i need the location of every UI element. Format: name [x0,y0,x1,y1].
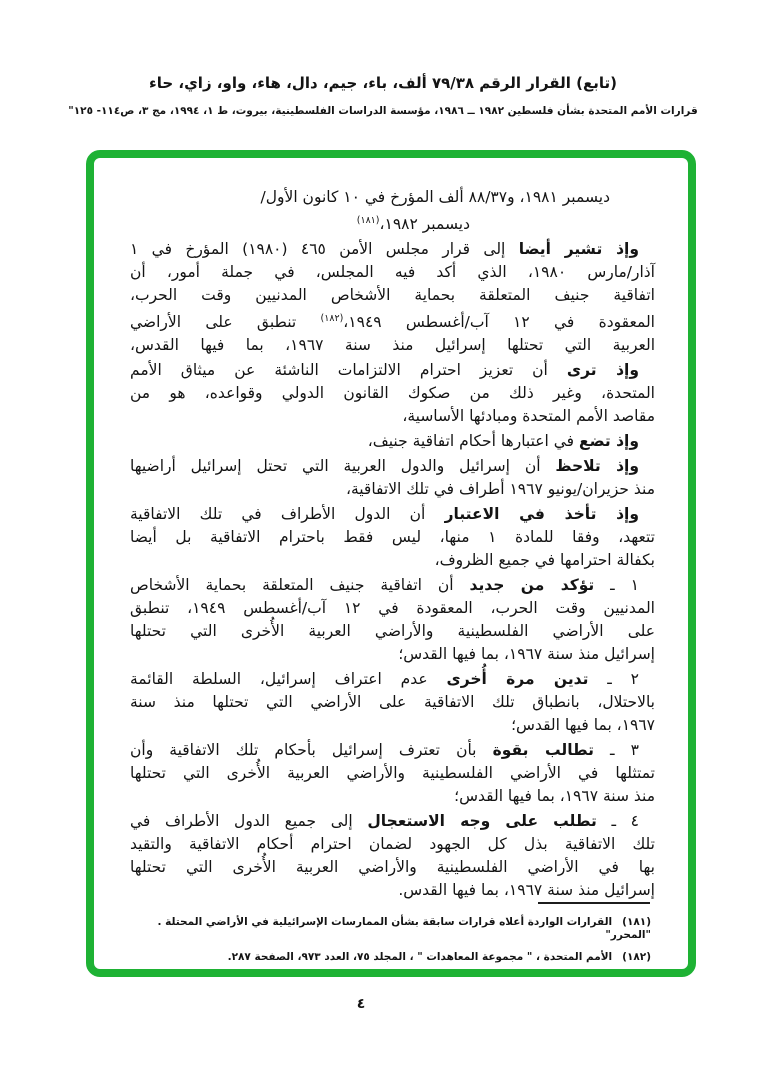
body-line [130,478,655,501]
footnote-ref: (١٨١) [356,215,380,226]
body-line [130,334,655,357]
body-line [130,526,655,549]
text-segment: ٣ ـ [593,741,639,759]
body-line [130,307,655,334]
text-segment: مقاصد الأمم المتحدة ومبادئها الأساسية، [402,407,655,425]
text-segment: وإذ تشير أيضا [518,240,639,258]
text-segment: بكفالة احترامها في جميع الظروف، [434,551,655,569]
text-segment: أن اتفاقية جنيف المتعلقة بحماية الأشخاص [130,576,470,594]
body-line [130,879,655,902]
footnote-marker: (١٨١) [622,916,651,928]
body-line [130,503,639,526]
body-line [130,643,655,666]
text-segment: تتعهد، وفقا للمادة ١ منها، ليس فقط باحترام الاتفاقية بل أيضا [130,528,655,546]
text-segment: ١ ـ [594,576,639,594]
text-segment: أن الدول الأطراف في تلك الاتفاقية [130,505,445,523]
body-line [130,455,639,478]
text-segment: ١٩٦٧، بما فيها القدس؛ [511,716,655,734]
text-segment: بالاحتلال، بانطباق تلك الاتفاقية على الأراضي التي تحتلها منذ سنة [130,693,655,711]
text-segment: إلى قرار مجلس الأمن ٤٦٥ (١٩٨٠) المؤرخ في ١ [130,240,519,258]
text-segment: إلى جميع الدول الأطراف في [130,812,368,830]
text-segment: وإذ تضع [579,432,639,450]
text-segment: أن تعزيز احترام الالتزامات الناشئة عن ميثاق الأمم [130,361,567,379]
body-line [130,810,639,833]
body-line [130,186,610,209]
text-segment: المتحدة، وغير ذلك من صكوك القانون الدولي وقواعده، هو من [130,384,655,402]
body-line [130,209,470,236]
page-number: ٤ [356,996,366,1012]
text-segment: تمتثلها في الأراضي الفلسطينية والأراضي العربية الأُخرى التي تحتلها [130,764,655,782]
text-segment: منذ حزيران/يونيو ١٩٦٧ أطراف في تلك الاتفاقية، [345,480,655,498]
body-line [130,405,655,428]
text-segment: إسرائيل منذ سنة ١٩٦٧، بما فيها القدس؛ [398,645,655,663]
body-line [130,691,655,714]
body-line [130,762,655,785]
text-segment: وإذ ترى [566,361,640,379]
text-segment: تلك الاتفاقية بذل كل الجهود لضمان احترام أحكام الاتفاقية والتقيد [130,835,655,853]
body-line [130,620,655,643]
text-segment: تؤكد من جديد [469,576,595,594]
body-line [130,597,655,620]
body-line [130,785,655,808]
body-line [130,261,655,284]
text-segment: عدم اعتراف إسرائيل، السلطة القائمة [130,670,447,688]
text-segment: في اعتبارها أحكام اتفاقية جنيف، [367,432,580,450]
body-line [130,833,655,856]
text-segment: اتفاقية جنيف المتعلقة بحماية الأشخاص المدنيين وقت الحرب، [130,286,655,304]
footnotes-section [130,916,651,973]
text-segment: على الأراضي الفلسطينية والأراضي العربية الأُخرى التي تحتلها [130,622,655,640]
body-line [130,284,655,307]
body-line [130,856,655,879]
text-segment: تنطبق على الأراضي [130,313,321,331]
body-line [130,549,655,572]
text-segment: تطلب على وجه الاستعجال [367,812,597,830]
body-line [130,574,639,597]
footnote-marker: (١٨٢) [622,951,651,963]
text-segment: منذ سنة ١٩٦٧، بما فيها القدس؛ [454,787,655,805]
body-line [130,668,639,691]
text-segment: المعقودة في ١٢ آب/أغسطس ١٩٤٩، [343,313,655,331]
text-segment: بأن تعترف إسرائيل بأحكام تلك الاتفاقية وأن [130,741,493,759]
header-citation: قرارات الأمم المتحدة بشأن فلسطين ١٩٨٢ ــ ١٩٨٦، مؤسسة الدراسات الفلسطينية، بيروت، ط ١، ١٩٩٤، مج ٣، ص١١٤- ١٢٥" [68,105,698,117]
text-segment: أن إسرائيل والدول العربية التي تحتل إسرائيل أراضيها [130,457,556,475]
footnote-item [130,916,651,942]
footnote-text: الأمم المتحدة ، " مجموعة المعاهدات " ، المجلد ٧٥، العدد ٩٧٣، الصفحة ٢٨٧. [227,951,613,963]
page-title: (تابع) القرار الرقم ٧٩/٣٨ ألف، باء، جيم، دال، هاء، واو، زاي، حاء [149,74,617,92]
body-line [130,238,639,261]
footnote-item [130,951,651,964]
text-segment: آذار/مارس ١٩٨٠، الذي أكد فيه المجلس، في جملة أمور، أن [130,263,655,281]
document-body [130,186,655,902]
footnote-separator [538,902,650,904]
text-segment: ٤ ـ [596,812,639,830]
footnote-text: القرارات الواردة أعلاه قرارات سابقة بشأن الممارسات الإسرائيلية في الأراضي المحتلة . "المحرر" [157,916,651,941]
text-segment: وإذ تأخذ في الاعتبار [444,505,639,523]
text-segment: وإذ تلاحظ [555,457,639,475]
text-segment: بها في الأراضي الفلسطينية والأراضي العربية الأُخرى التي تحتلها [130,858,655,876]
body-line [130,359,639,382]
text-segment: العربية التي تحتلها إسرائيل منذ سنة ١٩٦٧، بما فيها القدس، [130,336,655,354]
body-line [130,382,655,405]
text-segment: ديسمبر ١٩٨٢، [379,215,470,233]
body-line [130,714,655,737]
text-segment: المدنيين وقت الحرب، المعقودة في ١٢ آب/أغسطس ١٩٤٩، تنطبق [130,599,655,617]
footnote-ref: (١٨٢) [320,313,344,324]
text-segment: ديسمبر ١٩٨١، و٨٨/٣٧ ألف المؤرخ في ١٠ كانون الأول/ [260,188,610,206]
body-line [130,430,639,453]
text-segment: تطالب بقوة [492,741,594,759]
text-segment: ٢ ـ [588,670,639,688]
text-segment: تدين مرة أُخرى [446,670,589,688]
text-segment: إسرائيل منذ سنة ١٩٦٧، بما فيها القدس. [398,881,655,899]
body-line [130,739,639,762]
